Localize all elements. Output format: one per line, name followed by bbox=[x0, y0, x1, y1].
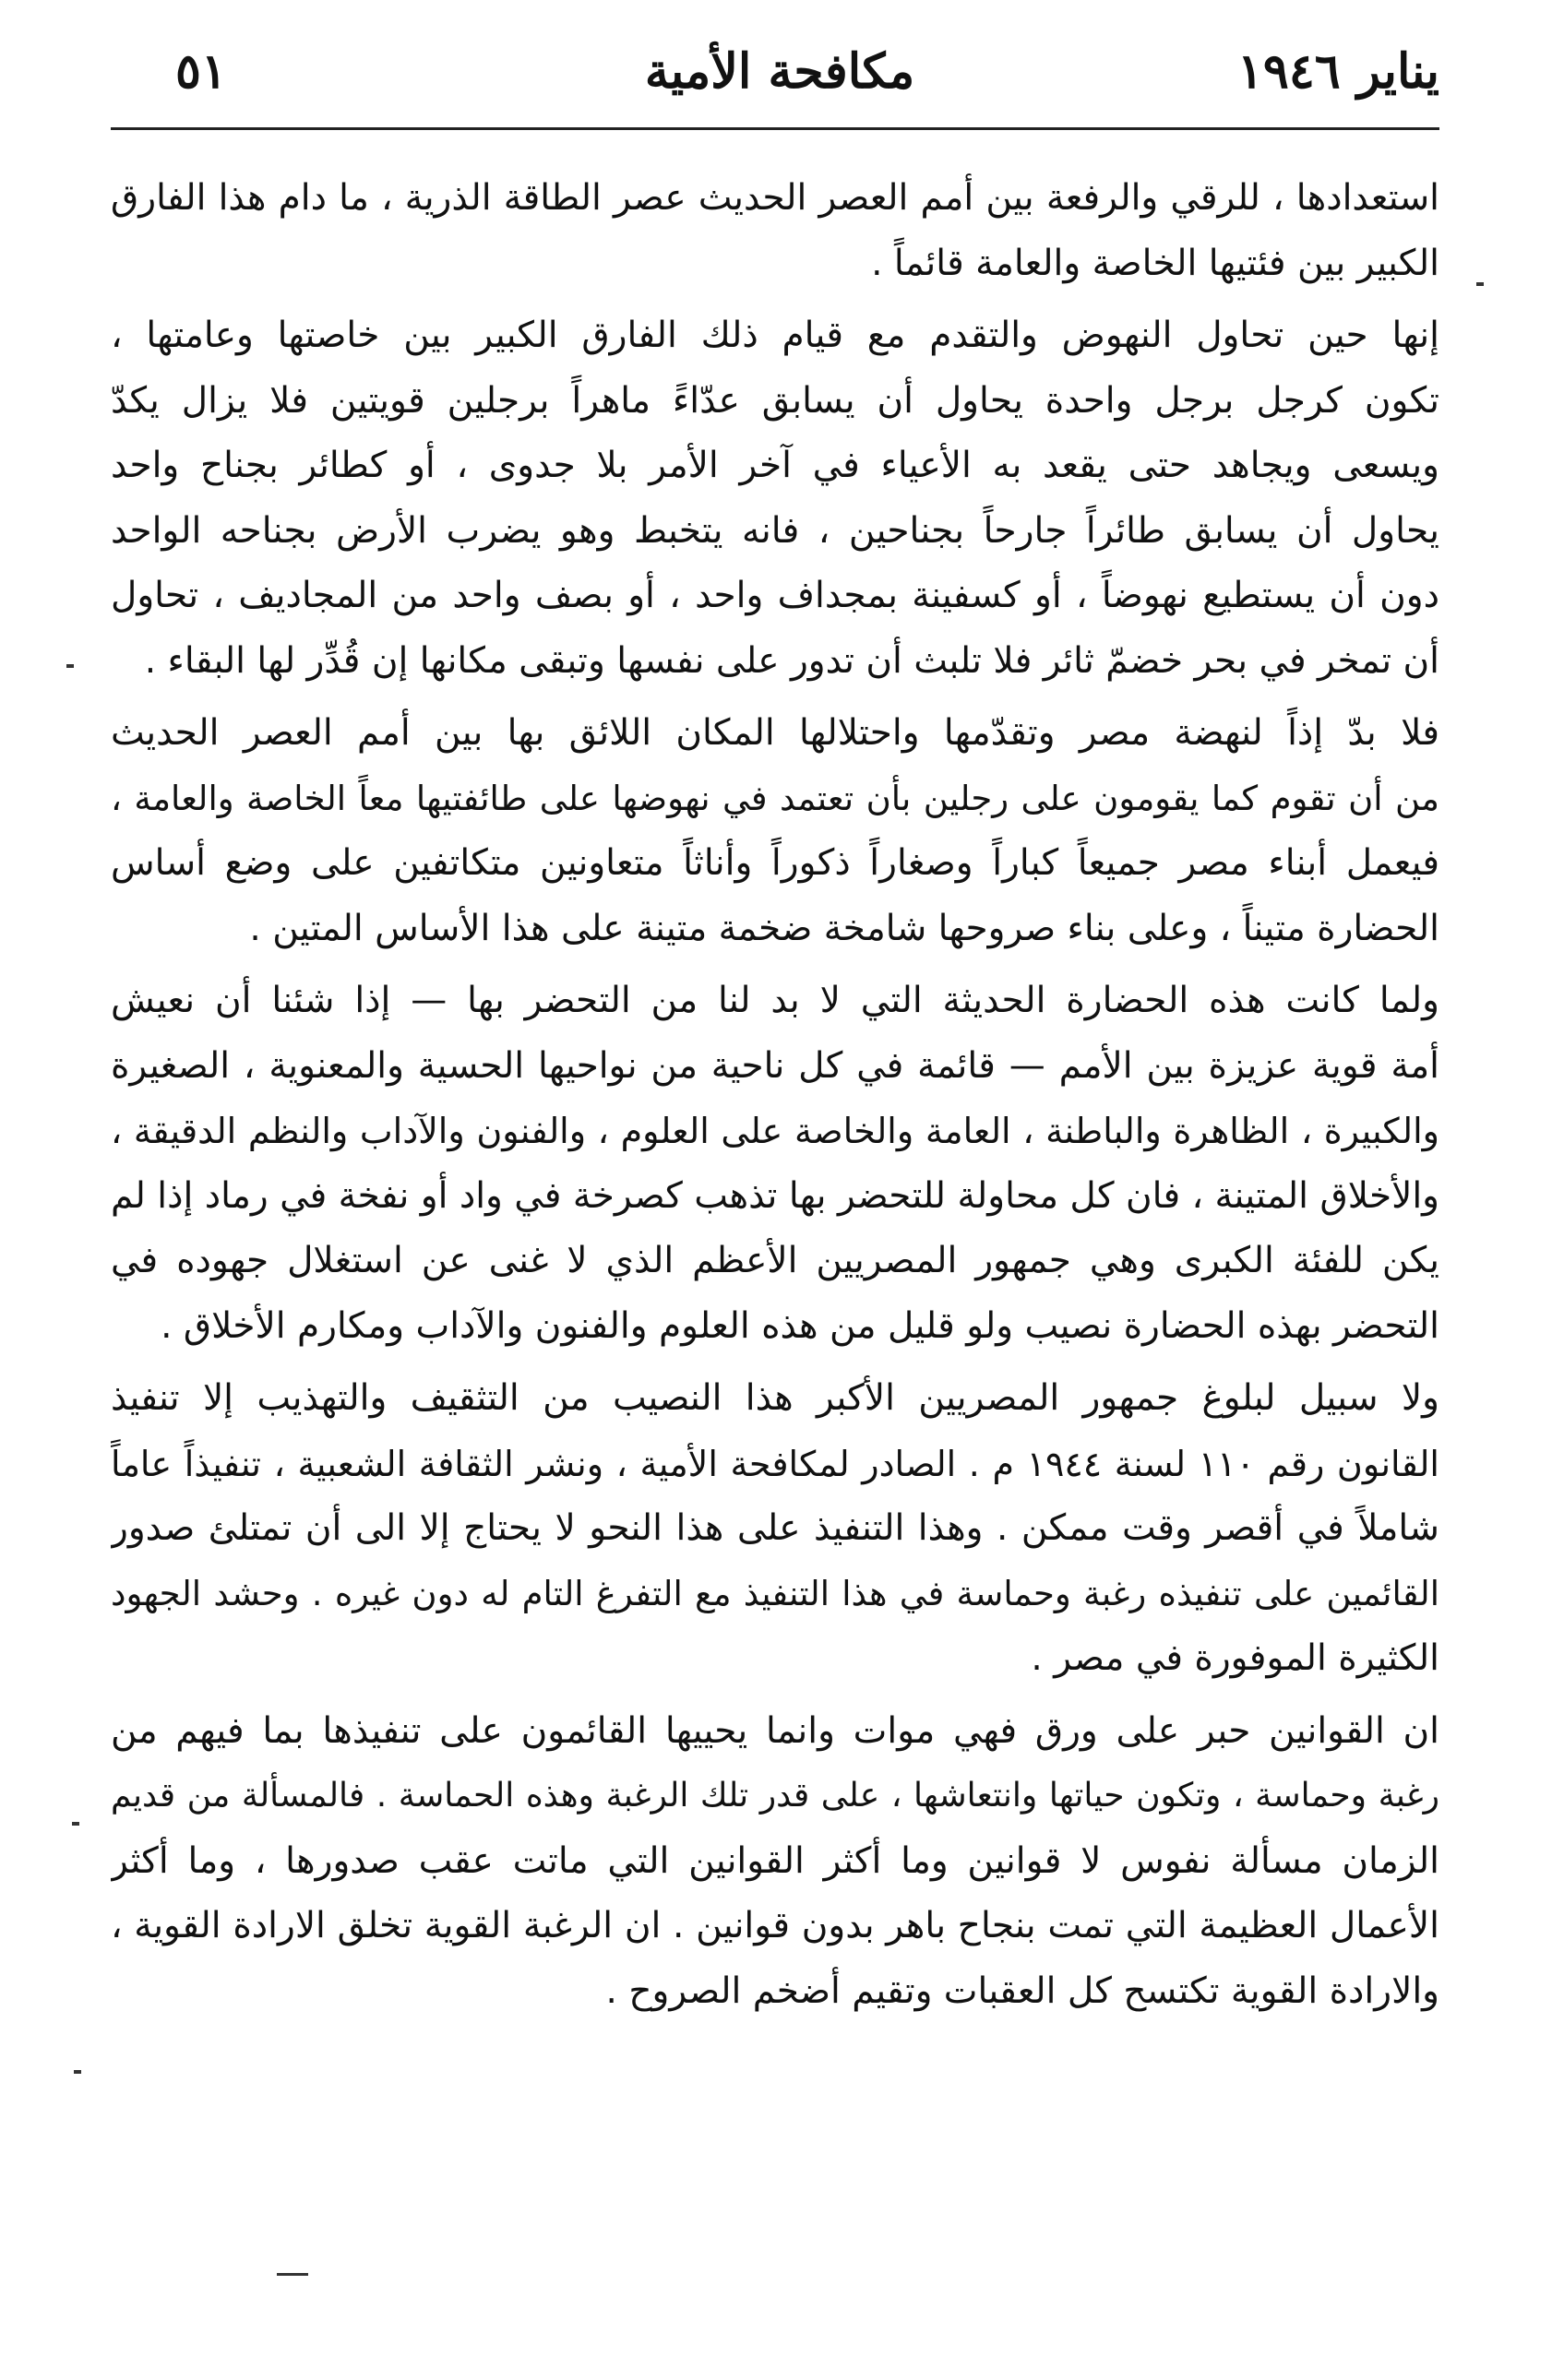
text-line: والكبيرة ، الظاهرة والباطنة ، العامة والخاصة على العلوم ، والفنون والآداب والنظم الدقيقة ، bbox=[111, 1111, 1439, 1151]
text-line: ويسعى ويجاهد حتى يقعد به الأعياء في آخر الأمر بلا جدوى ، أو كطائر بجناح واحد bbox=[111, 445, 1439, 486]
paragraph bbox=[111, 303, 1439, 694]
margin-mark bbox=[1476, 282, 1484, 286]
text-line: القائمين على تنفيذه رغبة وحماسة في هذا التنفيذ مع التفرغ التام له دون غيره . وحشد الجهود bbox=[111, 1573, 1439, 1613]
text-line: يكن للفئة الكبرى وهي جمهور المصريين الأعظم الذي لا غنى عن استغلال جهوده في bbox=[111, 1240, 1439, 1281]
running-header bbox=[120, 35, 1439, 109]
text-line: أمة قوية عزيزة بين الأمم — قائمة في كل ناحية من نواحيها الحسية والمعنوية ، الصغيرة bbox=[111, 1044, 1439, 1087]
text-line: الكثيرة الموفورة في مصر . bbox=[1031, 1637, 1439, 1679]
header-rule bbox=[111, 127, 1439, 130]
margin-mark bbox=[66, 664, 74, 668]
paragraph bbox=[111, 969, 1439, 1359]
text-line: من أن تقوم كما يقومون على رجلين بأن تعتمد في نهوضها على طائفتيها معاً الخاصة والعامة ، bbox=[111, 778, 1439, 818]
text-line: تكون كرجل برجل واحدة يحاول أن يسابق عدّاءً ماهراً برجلين قويتين فلا يزال يكدّ bbox=[111, 379, 1439, 422]
text-line: الزمان مسألة نفوس لا قوانين وما أكثر القوانين التي ماتت عقب صدورها ، وما أكثر bbox=[111, 1839, 1439, 1882]
text-line: يحاول أن يسابق طائراً جارحاً بجناحين ، فانه يتخبط وهو يضرب الأرض بجناحه الواحد bbox=[111, 509, 1439, 552]
text-line: إنها حين تحاول النهوض والتقدم مع قيام ذلك الفارق الكبير بين خاصتها وعامتها ، bbox=[111, 315, 1439, 356]
text-line: دون أن يستطيع نهوضاً ، أو كسفينة بمجداف واحد ، أو بصف واحد من المجاديف ، تحاول bbox=[111, 575, 1439, 616]
text-line: ولما كانت هذه الحضارة الحديثة التي لا بد لنا من التحضر بها — إذا شئنا أن نعيش bbox=[111, 980, 1439, 1021]
text-line: الأعمال العظيمة التي تمت بنجاح باهر بدون قوانين . ان الرغبة القوية تخلق الارادة القوية ، bbox=[111, 1905, 1439, 1946]
page-number: ٥١ bbox=[175, 43, 227, 100]
margin-mark bbox=[74, 2070, 81, 2074]
header-title: مكافحة الأمية bbox=[644, 43, 915, 100]
text-line: أن تمخر في بحر خضمّ ثائر فلا تلبث أن تدور على نفسها وتبقى مكانها إن قُدِّر لها البقاء . bbox=[144, 639, 1439, 682]
text-line: استعدادها ، للرقي والرفعة بين أمم العصر الحديث عصر الطاقة الذرية ، ما دام هذا الفارق bbox=[111, 177, 1439, 219]
text-line: فلا بدّ إذاً لنهضة مصر وتقدّمها واحتلالها المكان اللائق بها بين أمم العصر الحديث bbox=[111, 712, 1439, 754]
paragraph bbox=[111, 1366, 1439, 1692]
paragraph bbox=[111, 1699, 1439, 2025]
text-line: شاملاً في أقصر وقت ممكن . وهذا التنفيذ على هذا النحو لا يحتاج إلا الى أن تمتلئ صدور bbox=[111, 1507, 1439, 1549]
text-line: ان القوانين حبر على ورق فهي موات وانما يحييها القائمون على تنفيذها بما فيهم من bbox=[111, 1709, 1439, 1752]
text-line: الحضارة متيناً ، وعلى بناء صروحها شامخة ضخمة متينة على هذا الأساس المتين . bbox=[249, 907, 1439, 949]
paragraph bbox=[111, 166, 1439, 296]
text-line: ولا سبيل لبلوغ جمهور المصريين الأكبر هذا النصيب من التثقيف والتهذيب إلا تنفيذ bbox=[111, 1377, 1439, 1419]
margin-mark bbox=[72, 1822, 79, 1826]
footer-dash bbox=[277, 2273, 308, 2276]
header-date: يناير ١٩٤٦ bbox=[1237, 43, 1439, 100]
article-body bbox=[111, 166, 1439, 2031]
text-line: القانون رقم ١١٠ لسنة ١٩٤٤ م . الصادر لمكافحة الأمية ، ونشر الثقافة الشعبية ، تنفيذاً عاماً bbox=[111, 1443, 1439, 1484]
text-line: التحضر بهذه الحضارة نصيب ولو قليل من هذه العلوم والفنون والآداب ومكارم الأخلاق . bbox=[161, 1304, 1439, 1347]
paragraph bbox=[111, 701, 1439, 961]
text-line: رغبة وحماسة ، وتكون حياتها وانتعاشها ، على قدر تلك الرغبة وهذه الحماسة . فالمسألة من قديم bbox=[111, 1777, 1439, 1815]
text-line: والأخلاق المتينة ، فان كل محاولة للتحضر بها تذهب كصرخة في واد أو نفخة في رماد إذا لم bbox=[111, 1174, 1439, 1217]
text-line: الكبير بين فئتيها الخاصة والعامة قائماً . bbox=[871, 242, 1439, 284]
text-line: فيعمل أبناء مصر جميعاً كباراً وصغاراً ذكوراً وأناثاً متعاونين متكاتفين على وضع أساس bbox=[111, 842, 1439, 884]
text-line: والارادة القوية تكتسح كل العقبات وتقيم أضخم الصروح . bbox=[605, 1969, 1439, 2012]
